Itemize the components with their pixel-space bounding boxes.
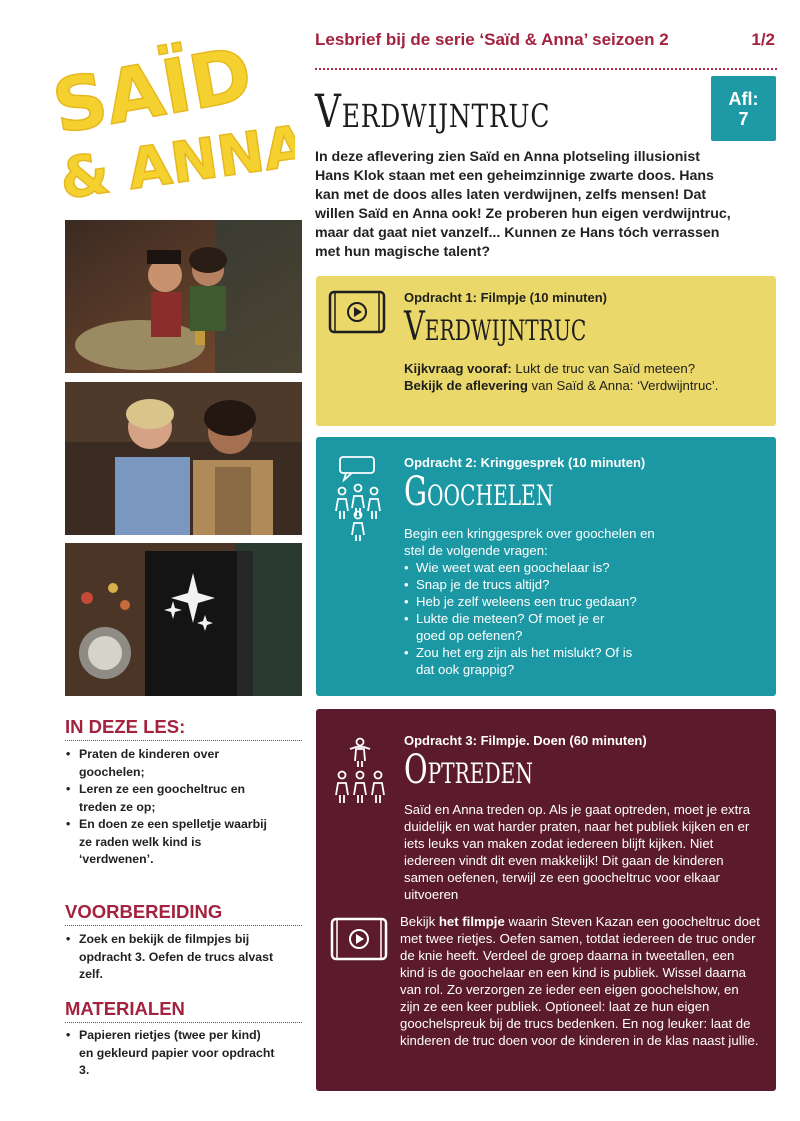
said-anna-logo <box>45 32 295 202</box>
list-item: • Zoek en bekijk de filmpjes bij opdracht 3. Oefen de trucs alvast zelf. <box>66 931 276 984</box>
sidebar-list-voorbereiding <box>66 931 276 984</box>
episode-title: Verdwijntruc <box>315 84 551 138</box>
list-item: • Praten de kinderen over goochelen; <box>66 746 276 781</box>
text-bekijk: van Saïd & Anna: ‘Verdwijntruc’. <box>527 378 719 393</box>
assignment-3-title: Optreden <box>404 747 534 793</box>
text-kijkvraag: Lukt de truc van Saïd meteen? <box>511 361 696 376</box>
page-number: 1/2 <box>751 30 775 49</box>
photo-black-magic-box <box>65 543 302 696</box>
question-item: • Wie weet wat een goochelaar is? <box>404 559 704 576</box>
assignment-3-instructions <box>400 913 760 1049</box>
sidebar-heading-in-deze-les: IN DEZE LES: <box>65 716 186 737</box>
sidebar-divider <box>65 740 302 741</box>
series-title: Lesbrief bij de serie ‘Saïd & Anna’ seizoen 2 <box>315 30 669 49</box>
assignment-3-label: Opdracht 3: Filmpje. Doen (60 minuten) <box>404 733 647 748</box>
assignment-3-text: Saïd en Anna treden op. Als je gaat optreden, moet je extra duidelijk en wat harder praten, naar het publiek kijken en er iets leuks van maken zodat iedereen blijft kijken. Niet iedereen vindt dit even makkelijk! Dit gaan de kinderen samen oefenen, terwijl ze een goocheltruc voor elkaar uitvoeren <box>404 802 751 902</box>
assignment-1-title: Verdwijntruc <box>404 304 587 350</box>
video-play-icon <box>328 290 386 339</box>
sidebar-heading-voorbereiding: VOORBEREIDING <box>65 901 223 922</box>
assignment-2-intro: Begin een kringgesprek over goochelen en stel de volgende vragen: <box>404 526 655 558</box>
label-bekijk: Bekijk de aflevering <box>404 378 528 393</box>
assignment-2-label: Opdracht 2: Kringgesprek (10 minuten) <box>404 455 646 470</box>
logo-line-2: & ANNA <box>55 113 295 202</box>
group-conversation-icon <box>332 455 384 546</box>
episode-intro: In deze aflevering zien Saïd en Anna plotseling illusionist Hans Klok staan met een geheimzinnige zwarte doos. Hans kan met de doos alles laten verdwijnen, zelfs mensen! Dat willen Saïd en Anna ook! Ze proberen hun eigen verdwijntruc, maar dat gaat niet vanzelf... Kunnen ze Hans tóch verrassen met hun magische talent? <box>315 149 731 260</box>
sidebar-divider <box>65 925 302 926</box>
badge-label: Afl: <box>728 89 759 109</box>
instructions-bold: het filmpje <box>438 914 505 929</box>
question-item: • Lukte die meteen? Of moet je er goed op oefenen? <box>404 610 634 644</box>
sidebar-heading-materialen: MATERIALEN <box>65 998 185 1019</box>
photo-said-anna-magic-table <box>65 220 302 373</box>
page-header <box>315 30 777 70</box>
performer-audience-icon <box>332 737 388 808</box>
assignment-1-text <box>404 360 764 394</box>
assignment-card-3 <box>316 709 776 1091</box>
label-kijkvraag: Kijkvraag vooraf: <box>404 361 512 376</box>
assignment-card-2 <box>316 437 776 696</box>
list-item: • En doen ze een spelletje waarbij ze raden welk kind is ‘verdwenen’. <box>66 816 276 869</box>
assignment-1-label: Opdracht 1: Filmpje (10 minuten) <box>404 290 607 305</box>
question-item: • Snap je de trucs altijd? <box>404 576 704 593</box>
logo-line-1: SAÏD <box>46 32 259 151</box>
sidebar-divider <box>65 1022 302 1023</box>
assignment-2-questions <box>404 559 704 678</box>
sidebar-list-materialen <box>66 1027 276 1080</box>
instructions-post: waarin Steven Kazan een goocheltruc doet met twee rietjes. Oefen samen, totdat iedereen de truc onder de knie heeft. Verdeel de groep daarna in tweetallen, een kind is de goochelaar en een kind is publiek. Wissel daarna van rol. Zo verzorgen ze ieder een eigen goochelshow, en zijn ze een keer publiek. Optioneel: laat ze hun eigen goochelspreuk bij de trucs bedenken. En nog leuker: laat de kinderen de truc doen voor de kinderen in de klas naast jullie. <box>400 914 760 1048</box>
question-item: • Zou het erg zijn als het mislukt? Of is dat ook grappig? <box>404 644 634 678</box>
assignment-1-line-2 <box>404 377 764 394</box>
assignment-card-1 <box>316 276 776 426</box>
photo-hans-klok-and-said <box>65 382 302 535</box>
episode-badge <box>711 76 776 141</box>
instructions-pre: Bekijk <box>400 914 439 929</box>
list-item: • Papieren rietjes (twee per kind) en gekleurd papier voor opdracht 3. <box>66 1027 276 1080</box>
badge-number: 7 <box>738 109 749 129</box>
question-item: • Heb je zelf weleens een truc gedaan? <box>404 593 704 610</box>
assignment-1-line-1 <box>404 360 764 377</box>
assignment-2-title: Goochelen <box>404 469 554 515</box>
list-item: • Leren ze een goocheltruc en treden ze op; <box>66 781 276 816</box>
sidebar-list-in-deze-les <box>66 746 276 869</box>
video-play-icon <box>330 917 388 966</box>
